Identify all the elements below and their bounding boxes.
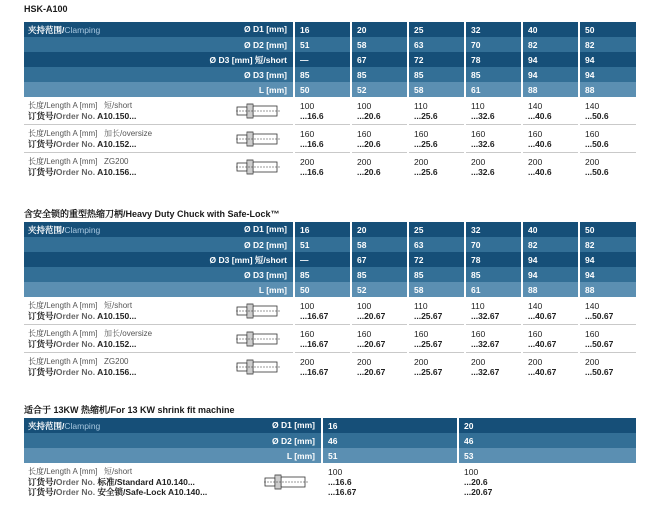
length-label-cn: 长度/ — [28, 100, 47, 110]
header-label-cell — [24, 222, 294, 237]
order-no-label-en: Order No. — [55, 110, 96, 121]
header-value: 52 — [351, 282, 408, 297]
dimension-label: Ø D2 [mm] — [244, 239, 287, 250]
order-value-cell — [351, 153, 408, 181]
header-value: 94 — [522, 252, 579, 267]
header-value: 94 — [579, 252, 636, 267]
order-label-cell — [24, 463, 322, 501]
length-value: 140 — [528, 100, 543, 111]
order-code: A10.150... — [97, 110, 137, 121]
header-row — [24, 67, 636, 82]
length-variant: 加长/oversize — [104, 128, 153, 138]
length-value: 200 — [585, 356, 600, 367]
order-suffix: ...20.6 — [357, 166, 381, 177]
header-value: 25 — [408, 222, 465, 237]
order-suffix: ...32.6 — [471, 138, 495, 149]
clamping-label-cn: 夹持范围/ — [28, 224, 65, 235]
header-value: 40 — [522, 222, 579, 237]
length-value: 140 — [585, 300, 600, 311]
order-suffix: ...25.67 — [414, 338, 443, 349]
order-suffix: ...25.67 — [414, 310, 443, 321]
length-variant: ZG200 — [104, 156, 129, 166]
header-value: 82 — [579, 237, 636, 252]
length-value: 100 — [328, 467, 343, 477]
length-label-en: Length A [mm] — [46, 467, 98, 476]
clamping-label-en: Clamping — [64, 24, 101, 35]
header-value: 58 — [351, 237, 408, 252]
header-value: 46 — [458, 433, 636, 448]
shrink-chuck-icon — [235, 157, 283, 177]
order-no-label-cn: 订货号/ — [28, 310, 56, 321]
header-value: 50 — [294, 82, 351, 97]
order-value-cell — [408, 325, 465, 353]
dimension-label: Ø D2 [mm] — [244, 39, 287, 50]
dimension-label: Ø D3 [mm] — [244, 69, 287, 80]
order-no-label-en: Order No. — [55, 166, 96, 177]
header-value: 85 — [351, 67, 408, 82]
order-suffix: ...50.6 — [585, 110, 609, 121]
header-value: 78 — [465, 52, 522, 67]
order-row — [24, 297, 636, 325]
length-label-en: Length A [mm] — [46, 328, 98, 338]
order-suffix: ...40.67 — [528, 338, 557, 349]
header-value: 94 — [579, 67, 636, 82]
length-value: 100 — [357, 300, 372, 311]
spec-table-safe-lock — [24, 222, 636, 380]
order-row — [24, 97, 636, 125]
shrink-chuck-icon — [235, 101, 283, 121]
header-row — [24, 22, 636, 37]
order-label-cell — [24, 325, 294, 353]
header-value: 85 — [294, 67, 351, 82]
order-suffix: ...32.67 — [471, 366, 500, 377]
length-value: 200 — [414, 356, 429, 367]
header-row — [24, 433, 636, 448]
dimension-label: Ø D3 [mm] 短/short — [209, 254, 287, 265]
order-suffix: ...50.67 — [585, 310, 614, 321]
dimension-label: Ø D1 [mm] — [244, 223, 287, 234]
order-suffix: ...32.6 — [471, 110, 495, 121]
header-label-cell — [24, 237, 294, 252]
order-value-cell — [465, 325, 522, 353]
order-suffix: ...16.6 — [300, 166, 324, 177]
order-suffix: ...25.6 — [414, 138, 438, 149]
order-suffix: ...20.67 — [357, 338, 386, 349]
length-label-en: Length A [mm] — [46, 356, 98, 366]
order-suffix: ...16.67 — [300, 366, 329, 377]
order-label-cell — [24, 125, 294, 153]
header-value: 82 — [522, 237, 579, 252]
clamping-label-en: Clamping — [64, 420, 101, 431]
header-value: 16 — [322, 418, 458, 433]
length-label-en: Length A [mm] — [46, 128, 98, 138]
header-row — [24, 267, 636, 282]
order-suffix-safelock: ...20.67 — [464, 487, 493, 497]
header-value: 51 — [294, 37, 351, 52]
order-value-cell — [465, 153, 522, 181]
header-value: — — [294, 252, 351, 267]
order-value-cell — [408, 125, 465, 153]
order-value-cell — [465, 97, 522, 125]
shrink-chuck-icon — [235, 357, 283, 377]
header-row — [24, 82, 636, 97]
length-variant: ZG200 — [104, 356, 129, 366]
length-variant: 短/short — [104, 300, 133, 310]
header-value: 50 — [579, 22, 636, 37]
order-no-label-cn: 订货号/ — [28, 477, 56, 487]
order-value-cell — [465, 125, 522, 153]
order-suffix: ...40.6 — [528, 138, 552, 149]
order-suffix: ...25.6 — [414, 166, 438, 177]
order-code: 安全锁/Safe-Lock A10.140... — [97, 487, 208, 497]
length-label-cn: 长度/ — [28, 156, 47, 166]
order-row — [24, 325, 636, 353]
dimension-label: L [mm] — [258, 284, 287, 295]
order-suffix: ...32.67 — [471, 310, 500, 321]
header-value: 40 — [522, 22, 579, 37]
length-value: 200 — [471, 156, 486, 167]
length-value: 100 — [300, 300, 315, 311]
order-value-cell — [579, 325, 636, 353]
order-no-label-en: Order No. — [55, 477, 96, 487]
header-value: 82 — [522, 37, 579, 52]
length-value: 200 — [528, 156, 543, 167]
clamping-label-cn: 夹持范围/ — [28, 24, 65, 35]
order-row — [24, 463, 636, 501]
order-label-cell — [24, 97, 294, 125]
length-value: 160 — [357, 328, 372, 339]
header-label-cell — [24, 37, 294, 52]
order-no-label-cn: 订货号/ — [28, 366, 56, 377]
length-value: 160 — [585, 128, 600, 139]
header-label-cell — [24, 448, 322, 463]
header-value: 94 — [522, 52, 579, 67]
order-value-cell — [579, 125, 636, 153]
header-label-cell — [24, 252, 294, 267]
length-variant: 短/short — [104, 467, 133, 476]
header-label-cell — [24, 22, 294, 37]
order-no-label-en: Order No. — [55, 310, 96, 321]
length-value: 200 — [300, 156, 315, 167]
order-no-label-en: Order No. — [55, 366, 96, 377]
length-value: 160 — [471, 328, 486, 339]
header-value: 50 — [579, 222, 636, 237]
header-value: 16 — [294, 222, 351, 237]
length-value: 160 — [357, 128, 372, 139]
header-value: 85 — [294, 267, 351, 282]
length-value: 200 — [357, 156, 372, 167]
length-value: 100 — [357, 100, 372, 111]
header-row — [24, 418, 636, 433]
header-label-cell — [24, 282, 294, 297]
order-value-cell — [465, 353, 522, 381]
length-value: 200 — [414, 156, 429, 167]
header-value: 88 — [579, 282, 636, 297]
order-suffix: ...50.67 — [585, 366, 614, 377]
order-suffix: ...50.6 — [585, 138, 609, 149]
order-suffix: ...16.67 — [300, 310, 329, 321]
length-value: 160 — [414, 128, 429, 139]
order-value-cell — [351, 125, 408, 153]
order-value-cell — [408, 297, 465, 325]
order-no-label-cn: 订货号/ — [28, 138, 56, 149]
length-value: 110 — [414, 100, 428, 111]
spec-table-hsk-a100 — [24, 22, 636, 180]
header-value: 67 — [351, 52, 408, 67]
order-value-cell — [294, 125, 351, 153]
header-label-cell — [24, 82, 294, 97]
header-label-cell — [24, 67, 294, 82]
order-suffix: ...40.6 — [528, 166, 552, 177]
length-value: 110 — [471, 300, 485, 311]
header-value: 20 — [458, 418, 636, 433]
order-no-label-cn: 订货号/ — [28, 338, 56, 349]
order-value-cell — [522, 353, 579, 381]
section-title: HSK-A100 — [24, 4, 68, 14]
length-value: 200 — [357, 356, 372, 367]
header-value: 63 — [408, 37, 465, 52]
header-value: 94 — [522, 267, 579, 282]
section-title: 适合于 13KW 热缩机/For 13 KW shrink fit machine — [24, 405, 235, 415]
order-value-cell — [351, 97, 408, 125]
dimension-label: Ø D1 [mm] — [272, 419, 315, 430]
dimension-label: L [mm] — [258, 84, 287, 95]
header-value: 25 — [408, 22, 465, 37]
header-value: 67 — [351, 252, 408, 267]
order-row — [24, 353, 636, 381]
order-suffix: ...50.67 — [585, 338, 614, 349]
dimension-label: Ø D2 [mm] — [272, 435, 315, 446]
header-value: 61 — [465, 282, 522, 297]
header-value: 20 — [351, 222, 408, 237]
order-value-cell — [294, 97, 351, 125]
dimension-label: Ø D3 [mm] — [244, 269, 287, 280]
header-value: 85 — [408, 267, 465, 282]
order-row — [24, 153, 636, 181]
order-label-cell — [24, 353, 294, 381]
clamping-label-cn: 夹持范围/ — [28, 420, 65, 431]
length-label-cn: 长度/ — [28, 467, 47, 476]
length-value: 100 — [300, 100, 315, 111]
order-suffix: ...40.67 — [528, 310, 557, 321]
length-label-cn: 长度/ — [28, 300, 47, 310]
order-suffix-safelock: ...16.67 — [328, 487, 357, 497]
header-value: 88 — [579, 82, 636, 97]
order-value-cell — [408, 353, 465, 381]
order-value-cell — [579, 353, 636, 381]
order-suffix: ...50.6 — [585, 166, 609, 177]
order-code: A10.156... — [97, 166, 137, 177]
order-value-cell — [458, 463, 636, 501]
header-value: 88 — [522, 282, 579, 297]
order-suffix: ...16.67 — [300, 338, 329, 349]
header-value: 20 — [351, 22, 408, 37]
header-row — [24, 252, 636, 267]
order-suffix: ...20.6 — [357, 138, 381, 149]
order-no-label-cn: 订货号/ — [28, 110, 56, 121]
order-suffix: ...25.67 — [414, 366, 443, 377]
header-value: 78 — [465, 252, 522, 267]
order-value-cell — [351, 325, 408, 353]
header-value: 85 — [465, 267, 522, 282]
order-suffix: ...20.6 — [464, 477, 488, 487]
order-code: A10.156... — [97, 366, 137, 377]
header-value: 50 — [294, 282, 351, 297]
order-value-cell — [522, 125, 579, 153]
order-value-cell — [579, 153, 636, 181]
header-value: 70 — [465, 237, 522, 252]
length-label-en: Length A [mm] — [46, 100, 98, 110]
spec-table-13kw — [24, 418, 636, 501]
order-label-cell — [24, 153, 294, 181]
header-value: 58 — [408, 82, 465, 97]
order-label-cell — [24, 297, 294, 325]
order-no-label-en: Order No. — [55, 138, 96, 149]
order-value-cell — [294, 153, 351, 181]
clamping-label-en: Clamping — [64, 224, 101, 235]
header-value: 85 — [351, 267, 408, 282]
order-suffix: ...20.6 — [357, 110, 381, 121]
length-label-cn: 长度/ — [28, 328, 47, 338]
order-no-label-en: Order No. — [55, 487, 96, 497]
header-value: 32 — [465, 222, 522, 237]
header-value: 46 — [322, 433, 458, 448]
order-value-cell — [294, 353, 351, 381]
order-code: A10.152... — [97, 138, 137, 149]
header-label-cell — [24, 52, 294, 67]
header-value: 63 — [408, 237, 465, 252]
length-variant: 短/short — [104, 100, 133, 110]
section-title: 含安全锁的重型热缩刀柄/Heavy Duty Chuck with Safe-Lock™ — [24, 209, 280, 219]
order-no-label-en: Order No. — [55, 338, 96, 349]
header-value: 51 — [294, 237, 351, 252]
header-row — [24, 237, 636, 252]
order-value-cell — [351, 353, 408, 381]
header-row — [24, 222, 636, 237]
order-value-cell — [351, 297, 408, 325]
order-row — [24, 125, 636, 153]
order-suffix: ...16.6 — [328, 477, 352, 487]
order-suffix: ...32.6 — [471, 166, 495, 177]
header-label-cell — [24, 433, 322, 448]
dimension-label: L [mm] — [286, 450, 315, 461]
header-label-cell — [24, 418, 322, 433]
length-label-en: Length A [mm] — [46, 156, 98, 166]
header-value: 52 — [351, 82, 408, 97]
length-value: 140 — [585, 100, 600, 111]
header-value: 85 — [408, 67, 465, 82]
header-value: 51 — [322, 448, 458, 463]
header-value: 82 — [579, 37, 636, 52]
length-label-en: Length A [mm] — [46, 300, 98, 310]
length-value: 200 — [300, 356, 315, 367]
order-value-cell — [579, 297, 636, 325]
dimension-label: Ø D3 [mm] 短/short — [209, 54, 287, 65]
order-value-cell — [322, 463, 458, 501]
length-value: 200 — [585, 156, 600, 167]
length-value: 110 — [414, 300, 428, 311]
length-value: 160 — [300, 128, 315, 139]
header-value: 94 — [579, 52, 636, 67]
length-value: 160 — [300, 328, 315, 339]
order-value-cell — [522, 153, 579, 181]
length-value: 160 — [471, 128, 486, 139]
order-code: 标准/Standard A10.140... — [97, 477, 195, 487]
header-value: 58 — [408, 282, 465, 297]
order-value-cell — [522, 97, 579, 125]
header-label-cell — [24, 267, 294, 282]
header-row — [24, 52, 636, 67]
order-value-cell — [579, 97, 636, 125]
length-value: 110 — [471, 100, 485, 111]
header-value: 61 — [465, 82, 522, 97]
header-value: — — [294, 52, 351, 67]
order-value-cell — [522, 325, 579, 353]
order-suffix: ...16.6 — [300, 138, 324, 149]
length-value: 160 — [585, 328, 600, 339]
order-suffix: ...20.67 — [357, 366, 386, 377]
shrink-chuck-icon — [235, 329, 283, 349]
order-no-label-cn: 订货号/ — [28, 487, 56, 497]
shrink-chuck-icon — [263, 472, 311, 492]
order-no-label-cn: 订货号/ — [28, 166, 56, 177]
order-code: A10.150... — [97, 310, 137, 321]
header-value: 72 — [408, 52, 465, 67]
length-value: 100 — [464, 467, 479, 477]
header-value: 32 — [465, 22, 522, 37]
order-code: A10.152... — [97, 338, 137, 349]
dimension-label: Ø D1 [mm] — [244, 23, 287, 34]
length-value: 160 — [414, 328, 429, 339]
length-value: 140 — [528, 300, 543, 311]
order-suffix: ...25.6 — [414, 110, 438, 121]
order-suffix: ...20.67 — [357, 310, 386, 321]
order-value-cell — [465, 297, 522, 325]
header-value: 53 — [458, 448, 636, 463]
order-value-cell — [408, 153, 465, 181]
header-row — [24, 37, 636, 52]
length-label-cn: 长度/ — [28, 128, 47, 138]
header-value: 58 — [351, 37, 408, 52]
length-label-cn: 长度/ — [28, 356, 47, 366]
shrink-chuck-icon — [235, 129, 283, 149]
order-suffix: ...40.67 — [528, 366, 557, 377]
order-value-cell — [408, 97, 465, 125]
length-value: 200 — [471, 356, 486, 367]
length-value: 160 — [528, 328, 543, 339]
order-value-cell — [522, 297, 579, 325]
length-value: 200 — [528, 356, 543, 367]
header-value: 85 — [465, 67, 522, 82]
order-suffix: ...32.67 — [471, 338, 500, 349]
header-value: 88 — [522, 82, 579, 97]
header-value: 72 — [408, 252, 465, 267]
shrink-chuck-icon — [235, 301, 283, 321]
order-suffix: ...40.6 — [528, 110, 552, 121]
header-value: 16 — [294, 22, 351, 37]
order-value-cell — [294, 297, 351, 325]
header-value: 70 — [465, 37, 522, 52]
order-value-cell — [294, 325, 351, 353]
order-suffix: ...16.6 — [300, 110, 324, 121]
header-value: 94 — [522, 67, 579, 82]
header-value: 94 — [579, 267, 636, 282]
header-row — [24, 282, 636, 297]
length-variant: 加长/oversize — [104, 328, 153, 338]
length-value: 160 — [528, 128, 543, 139]
header-row — [24, 448, 636, 463]
